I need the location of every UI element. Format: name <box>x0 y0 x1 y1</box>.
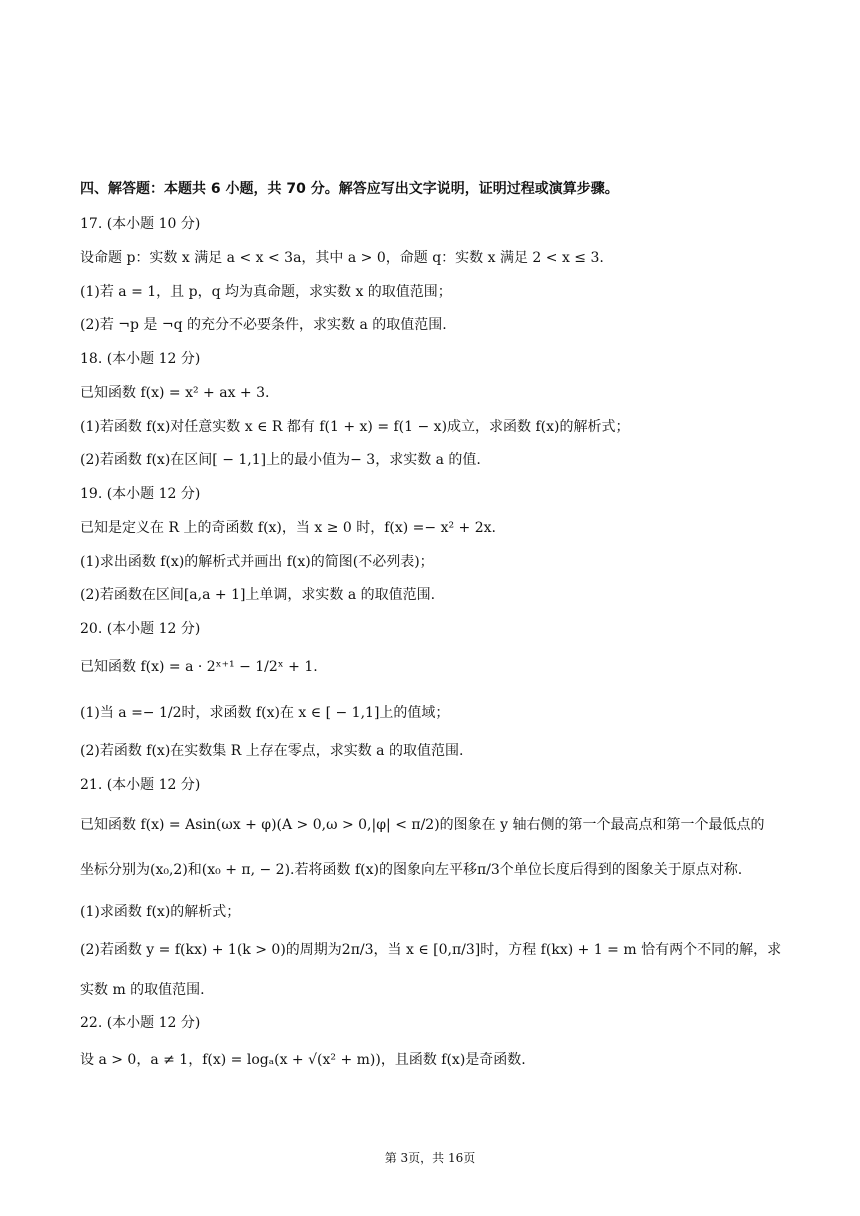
problem-21-line-2: 坐标分别为(x₀,2)和(x₀ + π, − 2).若将函数 f(x)的图象向左平移π/3个单位长度后得到的图象关于原点对称. <box>80 862 743 878</box>
problem-19-line-2: (1)求出函数 f(x)的解析式并画出 f(x)的简图(不必列表)； <box>80 554 434 570</box>
problem-19-line-1: 已知是定义在 R 上的奇函数 f(x)，当 x ≥ 0 时，f(x) =− x² + 2x. <box>80 520 496 536</box>
problem-18-line-1: 已知函数 f(x) = x² + ax + 3. <box>80 385 270 401</box>
problem-21-line-1: 已知函数 f(x) = Asin(ωx + φ)(A > 0,ω > 0,|φ| < π/2)的图象在 y 轴右侧的第一个最高点和第一个最低点的 <box>80 817 765 833</box>
page-footer: 第 3页，共 16页 <box>384 1151 476 1165</box>
problem-20-line-1: 已知函数 f(x) = a · 2ˣ⁺¹ − 1/2ˣ + 1. <box>80 659 318 675</box>
problem-21-number: 21. (本小题 12 分) <box>80 777 201 793</box>
problem-18-line-2: (1)若函数 f(x)对任意实数 x ∈ R 都有 f(1 + x) = f(1 − x)成立，求函数 f(x)的解析式； <box>80 419 630 435</box>
section-heading: 四、解答题：本题共 6 小题，共 70 分。解答应写出文字说明，证明过程或演算步骤。 <box>80 181 619 197</box>
problem-22-number: 22. (本小题 12 分) <box>80 1015 201 1031</box>
problem-17-number: 17. (本小题 10 分) <box>80 216 201 232</box>
problem-21-line-4: (2)若函数 y = f(kx) + 1(k > 0)的周期为2π/3，当 x ∈ [0,π/3]时，方程 f(kx) + 1 = m 恰有两个不同的解，求 <box>80 942 782 958</box>
problem-19-line-3: (2)若函数在区间[a,a + 1]上单调，求实数 a 的取值范围. <box>80 587 436 603</box>
problem-21-line-5: 实数 m 的取值范围. <box>80 982 205 998</box>
problem-18-number: 18. (本小题 12 分) <box>80 351 201 367</box>
problem-20-line-3: (2)若函数 f(x)在实数集 R 上存在零点，求实数 a 的取值范围. <box>80 743 464 759</box>
problem-17-line-1: 设命题 p：实数 x 满足 a < x < 3a，其中 a > 0，命题 q：实数 x 满足 2 < x ≤ 3. <box>80 250 604 266</box>
problem-20-number: 20. (本小题 12 分) <box>80 621 201 637</box>
problem-20-line-2: (1)当 a =− 1/2时，求函数 f(x)在 x ∈ [ − 1,1]上的值域； <box>80 705 450 721</box>
problem-22-line-1: 设 a > 0，a ≠ 1，f(x) = logₐ(x + √(x² + m))，且函数 f(x)是奇函数. <box>80 1052 526 1068</box>
problem-17-line-2: (1)若 a = 1，且 p，q 均为真命题，求实数 x 的取值范围； <box>80 284 452 300</box>
problem-18-line-3: (2)若函数 f(x)在区间[ − 1,1]上的最小值为− 3，求实数 a 的值. <box>80 452 481 468</box>
problem-17-line-3: (2)若 ¬p 是 ¬q 的充分不必要条件，求实数 a 的取值范围. <box>80 317 447 333</box>
problem-21-line-3: (1)求函数 f(x)的解析式； <box>80 904 241 920</box>
problem-19-number: 19. (本小题 12 分) <box>80 486 201 502</box>
